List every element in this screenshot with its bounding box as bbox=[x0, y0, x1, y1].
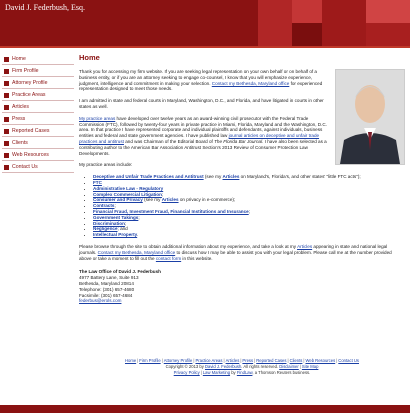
sidebar-item-contact-us[interactable] bbox=[2, 163, 74, 173]
intro-paragraph bbox=[79, 69, 331, 92]
footer-link[interactable]: Contact Us bbox=[338, 358, 360, 363]
contact-form-link[interactable]: contact form bbox=[155, 255, 182, 261]
banner-square bbox=[366, 23, 410, 46]
footer bbox=[79, 358, 405, 376]
practice-history-text: . I have also been selected as a contributing author to the American Bar Association Antitrust Section's 2013 Review of Consumer Protection Law Developments. bbox=[79, 138, 327, 156]
bullet-square-icon bbox=[4, 165, 9, 170]
separator: | bbox=[223, 358, 225, 363]
separator: | bbox=[161, 358, 163, 363]
copyright-author-link[interactable]: David J. Federbush bbox=[204, 364, 242, 369]
address-line-2: Bethesda, Maryland 20814 bbox=[79, 280, 134, 286]
footer-link[interactable]: Reported Cases bbox=[256, 358, 287, 363]
footer-link[interactable]: Web Resources bbox=[305, 358, 336, 363]
credit-text-tail: , a Thomson Reuters business. bbox=[252, 370, 311, 375]
articles-link[interactable]: Articles bbox=[161, 197, 179, 203]
articles-link[interactable]: Articles bbox=[222, 174, 240, 180]
banner-square bbox=[366, 0, 410, 23]
practice-area-link[interactable]: FTC bbox=[93, 179, 102, 185]
browse-text: to discuss how I may be able to assist you with your legal problem. Please call me at the number provided above or take a moment to fill out the bbox=[79, 249, 392, 261]
sidebar-item-label: Home bbox=[12, 56, 26, 62]
practice-area-link[interactable]: Contracts bbox=[93, 203, 115, 209]
practice-area-note: ; bbox=[124, 220, 127, 226]
journal-articles-link[interactable]: journal articles on deceptive and unfair trade practices and antitrust bbox=[79, 133, 320, 144]
bullet-square-icon bbox=[4, 117, 9, 122]
practice-area-link[interactable]: Financial Fraud, Investment Fraud, Financial Institutions and Insurance bbox=[93, 208, 249, 214]
site-title[interactable]: David J. Federbush, Esq. bbox=[5, 3, 85, 12]
banner-square bbox=[292, 0, 322, 23]
banner-square bbox=[322, 0, 366, 46]
facsimile: Facsimile: (301) 657-4684 bbox=[79, 292, 133, 298]
practice-area-item bbox=[93, 174, 405, 180]
practice-history-paragraph bbox=[79, 116, 331, 157]
attorney-photo bbox=[335, 69, 405, 165]
footer-link[interactable]: Press bbox=[242, 358, 254, 363]
separator: | bbox=[193, 358, 195, 363]
footer-link[interactable]: Attorney Profile bbox=[163, 358, 193, 363]
separator: | bbox=[336, 358, 338, 363]
privacy-policy-link[interactable]: Privacy Policy bbox=[173, 370, 200, 375]
sidebar-item-label: Reported Cases bbox=[12, 128, 50, 134]
bullet-square-icon bbox=[4, 129, 9, 134]
practice-area-link[interactable]: Consumer and Privacy bbox=[93, 197, 143, 203]
practice-area-note: ; and bbox=[117, 226, 128, 232]
bullet-square-icon bbox=[4, 93, 9, 98]
sidebar-item-label: Practice Areas bbox=[12, 92, 46, 98]
intro-section bbox=[79, 69, 405, 156]
disclaimer-link[interactable]: Disclaimer bbox=[279, 364, 299, 369]
separator: | bbox=[299, 364, 301, 369]
contact-block bbox=[79, 269, 405, 304]
credit-line bbox=[79, 370, 405, 376]
practice-history-text: and was Chairman of the Editorial Board of bbox=[123, 138, 215, 144]
articles-link[interactable]: Articles bbox=[297, 243, 313, 249]
sidebar-item-label: Contact Us bbox=[12, 164, 38, 170]
practice-area-note: ; bbox=[161, 191, 164, 197]
intro-text-tail: for experienced representation designed to meet those needs. bbox=[79, 80, 323, 92]
credit-text: by bbox=[230, 370, 237, 375]
separator: | bbox=[254, 358, 256, 363]
browse-text: appearing in state and national legal journals. bbox=[79, 243, 388, 255]
findlaw-link[interactable]: FindLaw bbox=[236, 370, 253, 375]
practice-area-note: on Maryland's, Florida's, and other states' "little FTC acts"); bbox=[239, 174, 361, 180]
practice-area-note: (see my bbox=[142, 197, 162, 203]
intro-text: Thank you for accessing my firm website. If you are seeking legal representation on your own behalf or on behalf of a business entity, or if you are an attorney seeking to engage co-counsel, I know that you will emphasize experience, judgment, intelligence and commitment in making your selection. bbox=[79, 69, 317, 86]
practice-area-note: . bbox=[137, 232, 139, 238]
sidebar-item-clients[interactable] bbox=[2, 139, 74, 149]
separator: | bbox=[200, 370, 202, 375]
practice-area-link[interactable]: Administrative Law - Regulatory bbox=[93, 185, 164, 191]
browse-paragraph bbox=[79, 244, 405, 261]
practice-area-link[interactable]: Government Takings bbox=[93, 214, 139, 220]
address-line-1: 4977 Battery Lane, Suite 913 bbox=[79, 275, 139, 281]
bullet-square-icon bbox=[4, 81, 9, 86]
telephone: Telephone: (301) 657-4680 bbox=[79, 286, 135, 292]
bullet-square-icon bbox=[4, 105, 9, 110]
browse-text: Please browse through the site to obtain additional information about my experience, and take a look at my bbox=[79, 243, 298, 249]
practice-area-note: (see my bbox=[203, 174, 223, 180]
practice-area-note: on privacy in e-commerce); bbox=[178, 197, 236, 203]
bullet-square-icon bbox=[4, 141, 9, 146]
header-banner bbox=[0, 0, 410, 46]
contact-office-link[interactable]: Contact my Bethesda, Maryland office bbox=[211, 80, 290, 86]
sidebar-item-press[interactable] bbox=[2, 115, 74, 125]
practice-area-link[interactable]: Intellectual Property bbox=[93, 232, 138, 238]
practice-area-link[interactable]: Negligence bbox=[93, 226, 118, 232]
separator: | bbox=[137, 358, 139, 363]
sidebar-item-label: Clients bbox=[12, 140, 28, 146]
sidebar-nav bbox=[2, 55, 74, 175]
admissions-paragraph: I am admitted in state and federal courts in Maryland, Washington, D.C., and Florida, and have litigated in courts in other states as well. bbox=[79, 98, 324, 109]
copyright-text: Copyright © 2013 by bbox=[165, 364, 205, 369]
practice-area-link[interactable]: Complex Commercial Litigation bbox=[93, 191, 162, 197]
sidebar-item-web-resources[interactable] bbox=[2, 151, 74, 161]
banner-square bbox=[258, 0, 292, 46]
practice-areas-link[interactable]: My practice areas bbox=[79, 115, 116, 121]
practice-area-item bbox=[93, 232, 405, 238]
practice-area-note: ; bbox=[114, 203, 116, 209]
main-content bbox=[79, 53, 405, 304]
footer-link[interactable]: Firm Profile bbox=[139, 358, 161, 363]
bullet-square-icon bbox=[4, 57, 9, 62]
browse-text: in this website. bbox=[181, 255, 213, 261]
sidebar-item-articles[interactable] bbox=[2, 103, 74, 113]
sidebar-item-label: Press bbox=[12, 116, 26, 122]
practice-area-link[interactable]: Discrimination bbox=[93, 220, 125, 226]
page-title: Home bbox=[79, 53, 100, 62]
practice-areas-list bbox=[93, 174, 405, 238]
practice-intro: My practice areas include: bbox=[79, 162, 133, 168]
contact-office-link[interactable]: Contact my Bethesda, Maryland office bbox=[97, 249, 176, 255]
firm-name: The Law Office of David J. Federbush bbox=[79, 269, 161, 275]
separator: | bbox=[240, 358, 242, 363]
sidebar-item-reported-cases[interactable] bbox=[2, 127, 74, 137]
attorney-portrait-icon bbox=[336, 70, 404, 164]
header-divider bbox=[0, 46, 410, 48]
bullet-square-icon bbox=[4, 69, 9, 74]
site-map-link[interactable]: Site Map bbox=[301, 364, 319, 369]
sidebar-item-attorney-profile[interactable] bbox=[2, 79, 74, 89]
journal-title: The Florida Bar Journal bbox=[214, 138, 263, 144]
sidebar-item-firm-profile[interactable] bbox=[2, 67, 74, 77]
sidebar-item-practice-areas[interactable] bbox=[2, 91, 74, 101]
practice-history-text: have developed over twelve years as an award-winning civil prosecutor with the Federal Trade Commission (FTC), followed by twenty-four years in private practice in Miami, Florida, Maryland and the Washington, D.C. area. In that practice I have represented corporate and individual plaintiffs and defendants, against individuals, business entities and federal and state government agencies. I have published law bbox=[79, 115, 327, 139]
law-marketing-link[interactable]: Law Marketing bbox=[202, 370, 231, 375]
sidebar-item-label: Firm Profile bbox=[12, 68, 39, 74]
footer-link[interactable]: Home bbox=[124, 358, 137, 363]
footer-link[interactable]: Articles bbox=[225, 358, 240, 363]
sidebar-item-label: Articles bbox=[12, 104, 30, 110]
practice-area-note: ; bbox=[248, 208, 250, 214]
bullet-square-icon bbox=[4, 153, 9, 158]
separator: | bbox=[303, 358, 305, 363]
practice-area-note: ; bbox=[138, 214, 140, 220]
copyright-text-tail: . All rights reserved. bbox=[241, 364, 280, 369]
footer-link[interactable]: Clients bbox=[289, 358, 303, 363]
footer-bar bbox=[0, 405, 410, 413]
footer-link[interactable]: Practice Areas bbox=[195, 358, 223, 363]
sidebar-item-label: Attorney Profile bbox=[12, 80, 48, 86]
separator: | bbox=[287, 358, 289, 363]
practice-area-link[interactable]: Deceptive and Unfair Trade Practices and Antitrust bbox=[93, 174, 204, 180]
banner-square bbox=[292, 23, 322, 46]
email-link[interactable]: federbus@erols.com bbox=[79, 298, 122, 304]
sidebar-item-label: Web Resources bbox=[12, 152, 49, 158]
sidebar-item-home[interactable] bbox=[2, 55, 74, 65]
